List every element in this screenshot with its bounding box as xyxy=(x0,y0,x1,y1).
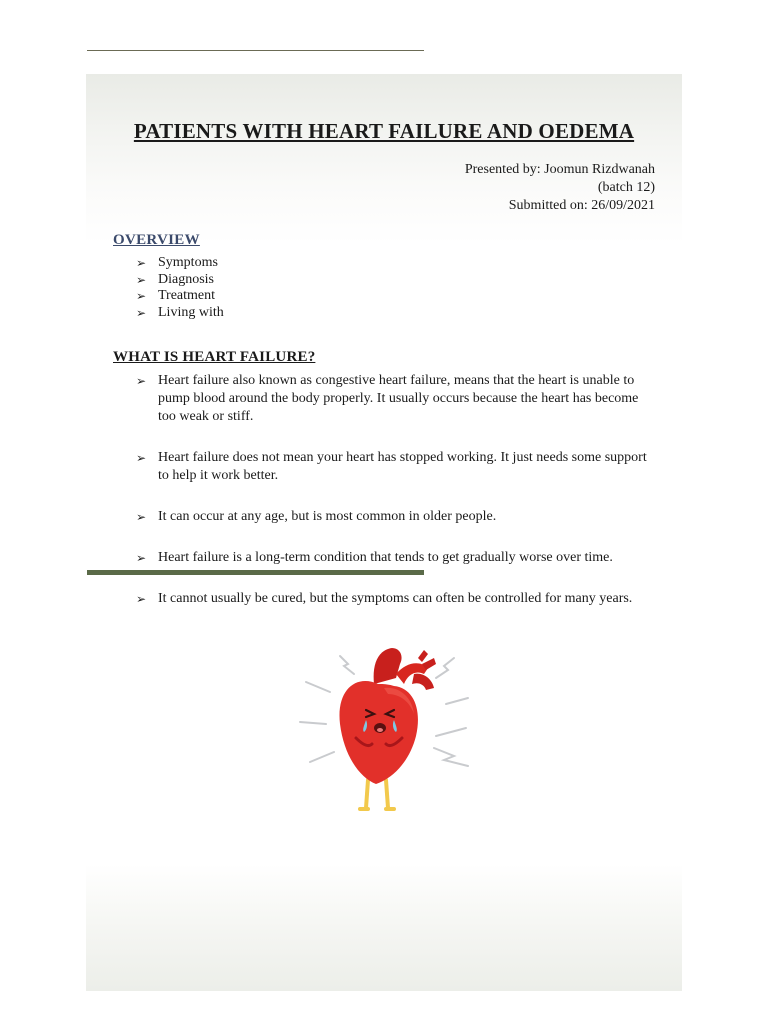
what-is-heading: WHAT IS HEART FAILURE? xyxy=(113,349,316,365)
list-item xyxy=(136,590,656,608)
list-item xyxy=(136,305,224,322)
list-item xyxy=(136,549,656,567)
overview-item-label: Symptoms xyxy=(158,255,218,270)
list-item xyxy=(136,255,224,272)
list-item xyxy=(136,508,656,526)
overview-item-label: Diagnosis xyxy=(158,271,214,287)
bullet-text: Heart failure does not mean your heart has stopped working. It just needs some support to help it work better. xyxy=(158,450,647,483)
batch-label: (batch 12) xyxy=(597,180,655,195)
arrow-bullet-icon: ➢ xyxy=(136,374,147,388)
arrow-bullet-icon: ➢ xyxy=(136,256,147,270)
list-item xyxy=(136,288,224,305)
overview-item-label: Living with xyxy=(158,304,224,320)
heart-illustration xyxy=(296,644,474,816)
presented-by: Presented by: Joomun Rizdwanah xyxy=(464,162,655,177)
list-item xyxy=(136,372,656,426)
bullet-text: Heart failure also known as congestive heart failure, means that the heart is unable to pump blood around the body properly. It usually occurs because the heart has become too weak or stiff. xyxy=(158,373,639,424)
overview-heading: OVERVIEW xyxy=(113,232,200,248)
top-rule xyxy=(87,50,424,51)
section-divider xyxy=(87,570,424,575)
list-item xyxy=(136,449,656,485)
arrow-bullet-icon: ➢ xyxy=(136,451,147,465)
arrow-bullet-icon: ➢ xyxy=(136,272,147,287)
arrow-bullet-icon: ➢ xyxy=(136,289,147,303)
arrow-bullet-icon: ➢ xyxy=(136,592,147,606)
bullet-text: Heart failure is a long-term condition that tends to get gradually worse over time. xyxy=(158,550,613,565)
arrow-bullet-icon: ➢ xyxy=(136,305,147,320)
crying-heart-icon xyxy=(296,644,474,816)
arrow-bullet-icon: ➢ xyxy=(136,510,147,524)
arrow-bullet-icon: ➢ xyxy=(136,551,147,565)
bullet-text: It cannot usually be cured, but the symptoms can often be controlled for many years. xyxy=(158,591,633,606)
list-item xyxy=(136,272,224,289)
overview-list xyxy=(136,255,224,321)
overview-item-label: Treatment xyxy=(158,288,216,303)
document-title: PATIENTS WITH HEART FAILURE AND OEDEMA xyxy=(133,119,635,143)
bullet-text: It can occur at any age, but is most common in older people. xyxy=(158,509,497,524)
submitted-on: Submitted on: 26/09/2021 xyxy=(508,198,655,213)
author-meta xyxy=(465,161,655,215)
what-is-list xyxy=(136,372,656,631)
document-page xyxy=(86,74,682,991)
